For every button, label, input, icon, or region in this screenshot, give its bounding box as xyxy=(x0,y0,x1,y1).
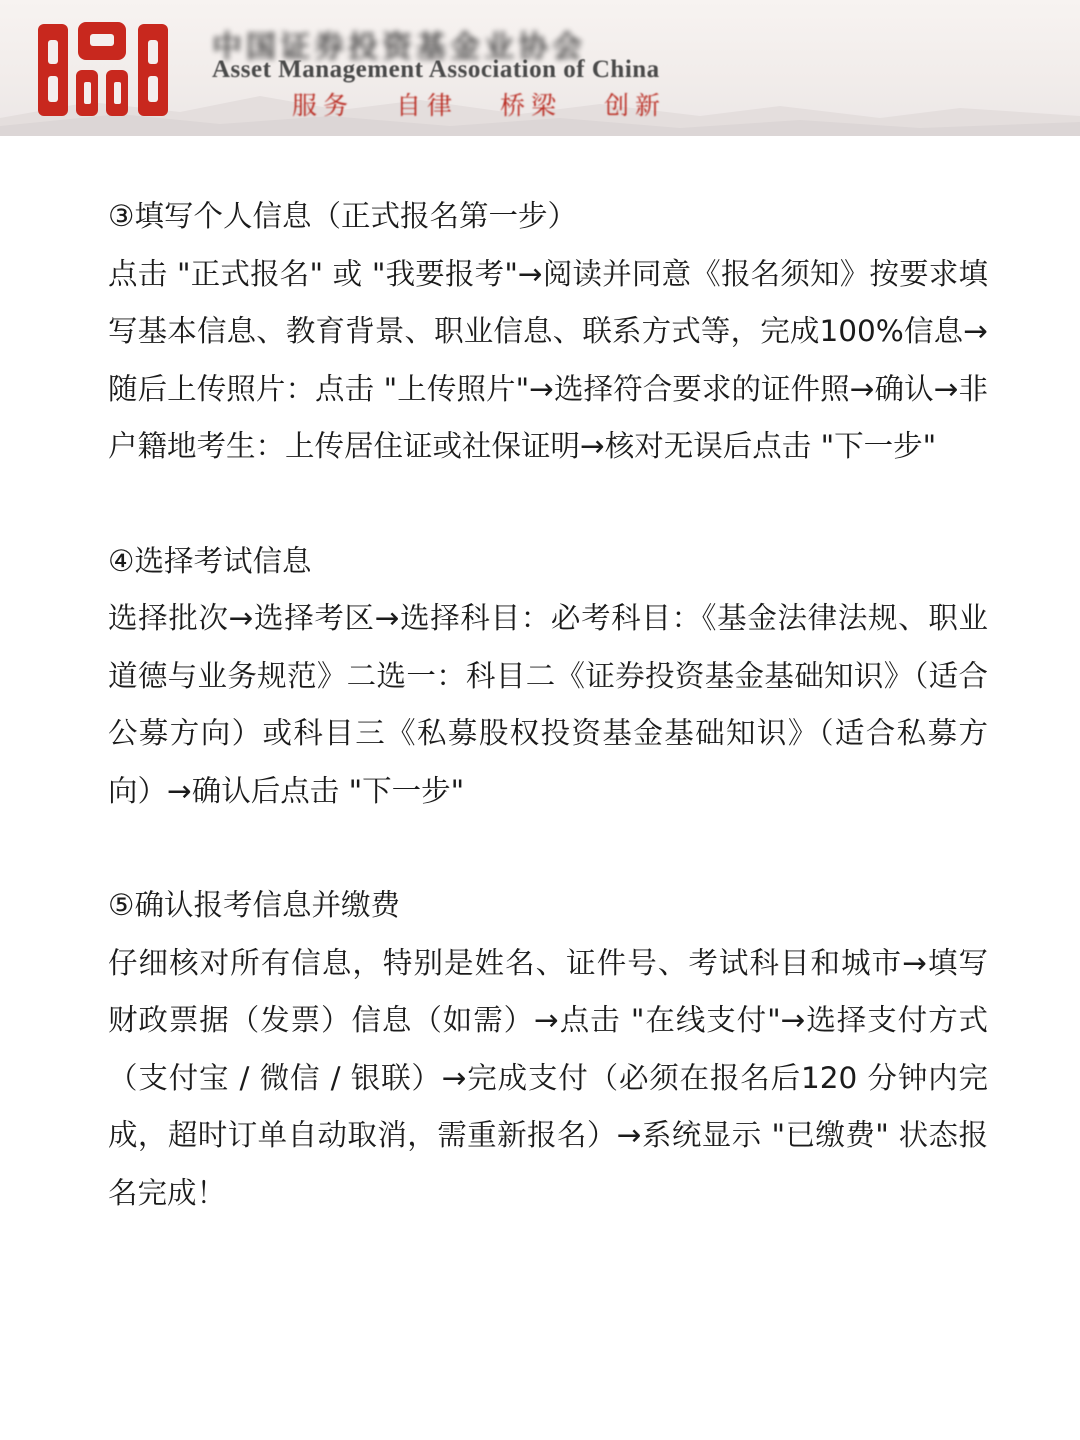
org-name-chinese: 中国证券投资基金业协会 xyxy=(212,30,586,65)
motto-row xyxy=(292,86,666,122)
step-4-body: 选择批次→选择考区→选择科目：必考科目：《基金法律法规、职业道德与业务规范》二选一：科目二《证券投资基金基础知识》（适合公募方向）或科目三《私募股权投资基金基础知识》（适合私募方向）→确认后点击 "下一步" xyxy=(108,601,988,808)
instructions-content xyxy=(108,188,988,1279)
header-banner xyxy=(0,0,1080,136)
motto-service: 服务 xyxy=(292,91,355,120)
association-logo xyxy=(36,18,170,120)
motto-bridge: 桥梁 xyxy=(500,91,563,120)
step-4-title: ④选择考试信息 xyxy=(108,543,312,578)
step-4-section xyxy=(108,533,988,821)
motto-innovation: 创新 xyxy=(604,91,667,120)
step-5-title: ⑤确认报考信息并缴费 xyxy=(108,888,400,922)
step-3-section xyxy=(108,188,988,476)
motto-self-discipline: 自律 xyxy=(396,91,459,120)
step-5-section xyxy=(108,877,988,1222)
org-name-english: Asset Management Association of China xyxy=(212,56,660,83)
step-3-title: ③填写个人信息（正式报名第一步） xyxy=(108,199,577,233)
step-3-body: 点击 "正式报名" 或 "我要报考"→阅读并同意《报名须知》按要求填写基本信息、教育背景、职业信息、联系方式等，完成100%信息→随后上传照片：点击 "上传照片"→选择符合要求的证件照→确认→非户籍地考生：上传居住证或社保证明→核对无误后点击 "下一步" xyxy=(108,256,988,463)
step-5-body: 仔细核对所有信息，特别是姓名、证件号、考试科目和城市→填写财政票据（发票）信息（如需）→点击 "在线支付"→选择支付方式（支付宝 / 微信 / 银联）→完成支付（必须在报名后120 分钟内完成，超时订单自动取消，需重新报名）→系统显示 "已缴费" 状态报名完成！ xyxy=(108,945,988,1210)
